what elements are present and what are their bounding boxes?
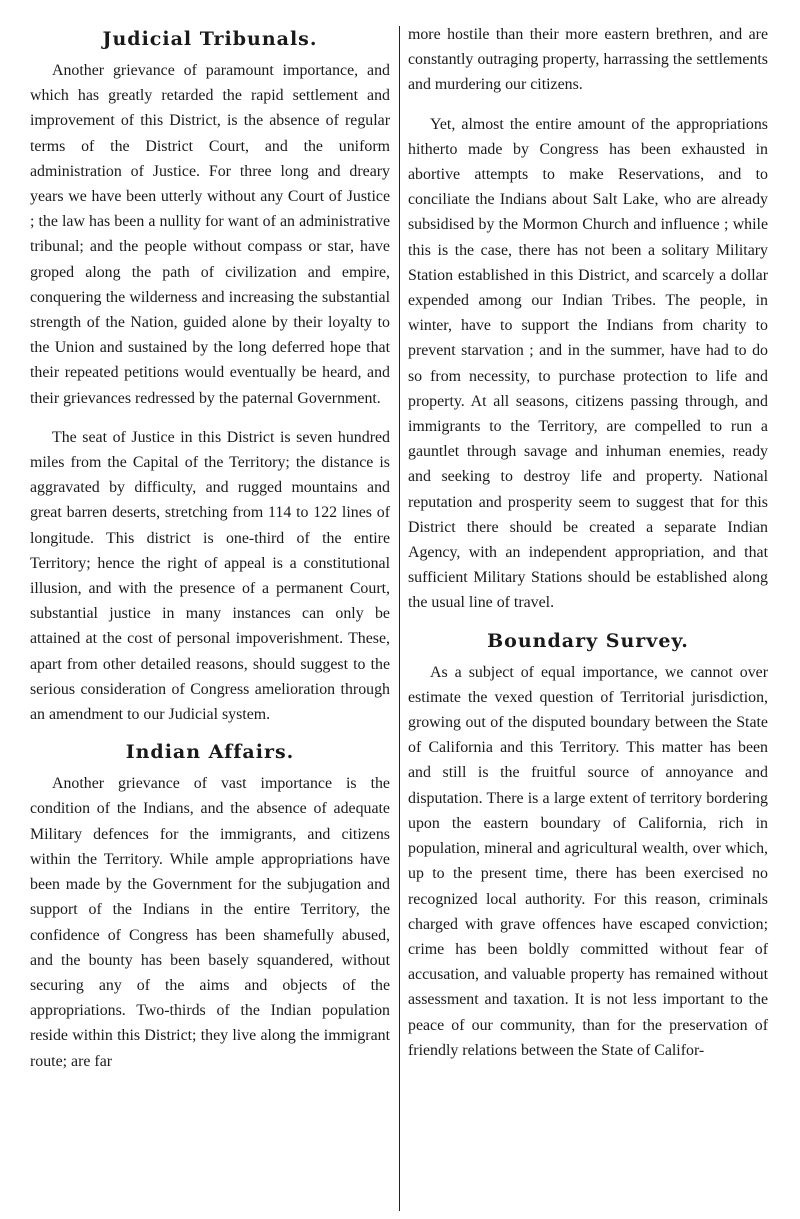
paragraph-judicial-2: The seat of Justice in this District is seven hundred miles from the Capital of the Territory; the distance is aggravated by difficulty, and rugged mountains and great barren deserts, stretching from 114 to 122 lines of longitude. This district is one-third of the entire Territory; hence the right of appeal is a constitutional illusion, and with the presence of a permanent Court, substantial justice in many instances can only be attained at the cost of personal impoverishment. These, apart from other detailed reasons, should suggest to the serious consideration of Congress amelioration through an amendment to our Judicial system. [30, 428, 390, 724]
heading-indian-affairs: Indian Affairs. [125, 741, 295, 764]
paragraph-indian-1: Another grievance of vast importance is the condition of the Indians, and the absence of adequate Military defences for the immigrants, and citizens within the Territory. While ample appropriations have been made by the Government for the subjugation and support of the Indians in the entire Territory, the confidence of Congress has been shamefully abused, and the bounty has been basely squandered, without securing any of the aims and objects of the appropriations. Two-thirds of the Indian population reside within this District; they live along the immigrant route; are far [30, 775, 390, 1070]
paragraph-indian-2: Yet, almost the entire amount of the appropriations hitherto made by Congress has been exhausted in abortive attempts to make Reservations, and to conciliate the Indians about Salt Lake, who are already subsidised by the Mormon Church and influence ; while this is the case, there has not been a solitary Military Station established in this District, and scarcely a dollar expended among our Indian Tribes. The people, in winter, have to support the Indians from charity to prevent starvation ; and in the summer, have had to do so from necessity, to purchase protection to life and property. At all seasons, citizens passing through, and immigrants to the Territory, are compelled to run a gauntlet through savage and inhuman enemies, ready and seeking to destroy life and property. National reputation and prosperity seem to suggest that for this District there should be created a separate Indian Agency, with an independent appropriation, and that sufficient Military Stations should be established along the usual line of travel. [408, 115, 768, 612]
right-column [408, 22, 768, 1077]
paragraph-judicial-1: Another grievance of paramount importance, and which has greatly retarded the rapid settlement and improvement of this District, is the absence of regular terms of the District Court, and the uniform administration of Justice. For three long and dreary years we have been utterly without any Court of Justice ; the law has been a nullity for want of an administrative tribunal; and the people without compass or star, have groped along the path of civilization and empire, conquering the wilderness and increasing the substantial strength of the Nation, guided alone by their loyalty to the Union and sustained by the long deferred hope that their repeated petitions would eventually be heard, and their grievances redressed by the paternal Government. [30, 62, 390, 407]
heading-boundary-survey: Boundary Survey. [487, 629, 689, 652]
paragraph-indian-continued: more hostile than their more eastern brethren, and are constantly outraging property, harrassing the settlements and murdering our citizens. [408, 26, 768, 94]
left-column [30, 22, 390, 1088]
heading-judicial-tribunals: Judicial Tribunals. [102, 28, 318, 50]
column-divider [399, 26, 400, 1211]
paragraph-boundary-1: As a subject of equal importance, we cannot over estimate the vexed question of Territorial jurisdiction, growing out of the disputed boundary between the State of California and this Territory. This matter has been and still is the fruitful source of annoyance and disputation. There is a large extent of territory bordering upon the eastern boundary of California, rich in population, mineral and agricultural wealth, over which, up to the present time, there has been exercised no recognized local authority. For this reason, criminals charged with grave offences have escaped conviction; crime has been boldly committed without fear of accusation, and valuable property has remained without assessment and taxation. It is not less important to the peace of our community, than for the preservation of friendly relations between the State of Califor- [408, 663, 768, 1059]
